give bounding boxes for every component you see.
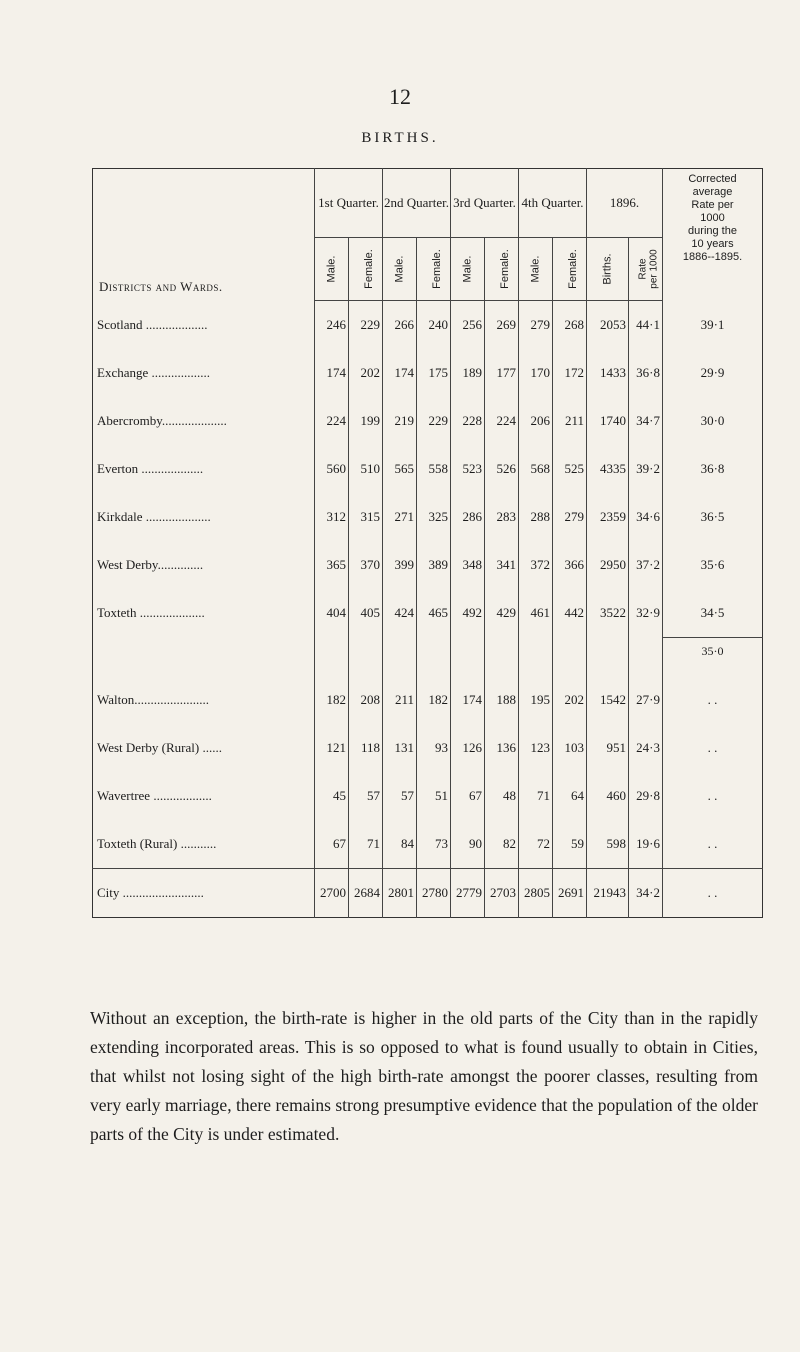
- table-row: [93, 676, 763, 724]
- blank-cell: [349, 638, 383, 677]
- table-cell: 182: [315, 676, 349, 724]
- table-cell: 370: [349, 541, 383, 589]
- table-cell: 312: [315, 493, 349, 541]
- table-cell: 103: [553, 724, 587, 772]
- table-cell: 51: [417, 772, 451, 820]
- table-cell: 565: [383, 445, 417, 493]
- table-cell: 240: [417, 301, 451, 350]
- table-cell: 429: [485, 589, 519, 638]
- table-cell: 560: [315, 445, 349, 493]
- table-row: [93, 724, 763, 772]
- table-row: [93, 445, 763, 493]
- table-cell: 2805: [519, 869, 553, 918]
- table-cell: 526: [485, 445, 519, 493]
- table-cell: 211: [383, 676, 417, 724]
- table-cell: 1433: [587, 349, 629, 397]
- blank-cell: [383, 638, 417, 677]
- district-name: City .........................: [93, 869, 315, 918]
- quarter-header-3: 3rd Quarter.: [451, 169, 519, 238]
- table-cell: 84: [383, 820, 417, 869]
- extra-corrected-value: 35·0: [663, 638, 763, 677]
- table-cell: 73: [417, 820, 451, 869]
- table-cell: 465: [417, 589, 451, 638]
- table-cell: 71: [349, 820, 383, 869]
- q4-female-header: Female.: [553, 238, 587, 301]
- blank-cell: [485, 638, 519, 677]
- table-cell: 405: [349, 589, 383, 638]
- table-cell: 442: [553, 589, 587, 638]
- blank-cell: [553, 638, 587, 677]
- table-cell: 21943: [587, 869, 629, 918]
- q1-female-header: Female.: [349, 238, 383, 301]
- table-cell: 4335: [587, 445, 629, 493]
- table-cell: 283: [485, 493, 519, 541]
- table-cell: . .: [663, 820, 763, 869]
- table-row: [93, 301, 763, 350]
- district-name: West Derby..............: [97, 557, 204, 572]
- table-cell: 510: [349, 445, 383, 493]
- births-header: Births.: [587, 238, 629, 301]
- table-cell: 525: [553, 445, 587, 493]
- table-cell: . .: [663, 772, 763, 820]
- table-cell: 460: [587, 772, 629, 820]
- page-title: BIRTHS.: [361, 130, 439, 146]
- table-row: [93, 589, 763, 638]
- table-cell: 951: [587, 724, 629, 772]
- table-cell: 208: [349, 676, 383, 724]
- table-cell: 256: [451, 301, 485, 350]
- table-cell: 598: [587, 820, 629, 869]
- q3-female-header: Female.: [485, 238, 519, 301]
- table-cell: 57: [383, 772, 417, 820]
- table-row: [93, 638, 763, 677]
- table-cell: 19·6: [629, 820, 663, 869]
- table-cell: 82: [485, 820, 519, 869]
- corrected-average-header: Corrected average Rate per 1000 during the 10 years 1886--1895.: [663, 169, 763, 301]
- table-cell: 27·9: [629, 676, 663, 724]
- table-cell: 399: [383, 541, 417, 589]
- table-cell: 72: [519, 820, 553, 869]
- table-cell: 131: [383, 724, 417, 772]
- table-row: [93, 820, 763, 869]
- table-cell: 45: [315, 772, 349, 820]
- table-cell: 271: [383, 493, 417, 541]
- table-cell: 269: [485, 301, 519, 350]
- table-cell: 224: [315, 397, 349, 445]
- q2-male-header: Male.: [383, 238, 417, 301]
- table-cell: 3522: [587, 589, 629, 638]
- table-cell: 229: [417, 397, 451, 445]
- table-cell: 39·1: [663, 301, 763, 350]
- table-cell: 174: [315, 349, 349, 397]
- table-row-city: [93, 869, 763, 918]
- table-cell: 44·1: [629, 301, 663, 350]
- table-cell: 315: [349, 493, 383, 541]
- table-cell: 59: [553, 820, 587, 869]
- table-cell: 492: [451, 589, 485, 638]
- table-cell: 57: [349, 772, 383, 820]
- district-name: Scotland ...................: [97, 316, 208, 332]
- table-cell: 1542: [587, 676, 629, 724]
- table-cell: 2359: [587, 493, 629, 541]
- table-cell: 174: [383, 349, 417, 397]
- table-cell: 2703: [485, 869, 519, 918]
- table-cell: 126: [451, 724, 485, 772]
- table-cell: 37·2: [629, 541, 663, 589]
- blank-cell: [315, 638, 349, 677]
- q2-female-header: Female.: [417, 238, 451, 301]
- table-cell: 34·5: [663, 589, 763, 638]
- table-cell: 67: [451, 772, 485, 820]
- table-cell: 568: [519, 445, 553, 493]
- year-header: 1896.: [587, 169, 663, 238]
- district-name: Toxteth (Rural) ...........: [97, 836, 217, 851]
- table-cell: 177: [485, 349, 519, 397]
- districts-header: Districts and Wards.: [99, 278, 223, 294]
- table-cell: 2779: [451, 869, 485, 918]
- district-name: Abercromby....................: [97, 413, 227, 428]
- table-cell: 404: [315, 589, 349, 638]
- table-cell: 2700: [315, 869, 349, 918]
- table-cell: 372: [519, 541, 553, 589]
- table-cell: 228: [451, 397, 485, 445]
- blank-cell: [451, 638, 485, 677]
- table-cell: 325: [417, 493, 451, 541]
- blank-cell: [93, 638, 315, 677]
- blank-cell: [417, 638, 451, 677]
- table-cell: 219: [383, 397, 417, 445]
- table-cell: 2801: [383, 869, 417, 918]
- births-table-body: [93, 301, 763, 918]
- page-number: 12: [389, 84, 411, 109]
- table-cell: 189: [451, 349, 485, 397]
- q3-male-header: Male.: [451, 238, 485, 301]
- table-cell: 389: [417, 541, 451, 589]
- table-cell: 268: [553, 301, 587, 350]
- table-cell: 172: [553, 349, 587, 397]
- table-cell: 461: [519, 589, 553, 638]
- table-cell: 266: [383, 301, 417, 350]
- table-cell: 224: [485, 397, 519, 445]
- table-cell: 35·6: [663, 541, 763, 589]
- table-row: [93, 772, 763, 820]
- table-cell: 188: [485, 676, 519, 724]
- table-cell: 39·2: [629, 445, 663, 493]
- quarter-header-4: 4th Quarter.: [519, 169, 587, 238]
- table-cell: 34·2: [629, 869, 663, 918]
- district-name: Toxteth ....................: [97, 605, 205, 621]
- table-cell: 202: [553, 676, 587, 724]
- table-cell: 29·8: [629, 772, 663, 820]
- table-cell: 1740: [587, 397, 629, 445]
- table-cell: 199: [349, 397, 383, 445]
- table-cell: 30·0: [663, 397, 763, 445]
- table-cell: 174: [451, 676, 485, 724]
- table-cell: 366: [553, 541, 587, 589]
- table-cell: 341: [485, 541, 519, 589]
- table-cell: 32·9: [629, 589, 663, 638]
- table-cell: 558: [417, 445, 451, 493]
- quarter-header-2: 2nd Quarter.: [383, 169, 451, 238]
- table-cell: 424: [383, 589, 417, 638]
- table-cell: 2684: [349, 869, 383, 918]
- district-name: Everton ...................: [97, 461, 204, 476]
- table-cell: 29·9: [663, 349, 763, 397]
- table-cell: 36·8: [629, 349, 663, 397]
- table-cell: 211: [553, 397, 587, 445]
- table-cell: 365: [315, 541, 349, 589]
- table-cell: 202: [349, 349, 383, 397]
- table-row: [93, 349, 763, 397]
- table-cell: 121: [315, 724, 349, 772]
- table-cell: 523: [451, 445, 485, 493]
- table-cell: . .: [663, 724, 763, 772]
- table-cell: 206: [519, 397, 553, 445]
- table-cell: 48: [485, 772, 519, 820]
- table-cell: 123: [519, 724, 553, 772]
- table-cell: 348: [451, 541, 485, 589]
- table-cell: 90: [451, 820, 485, 869]
- table-cell: 246: [315, 301, 349, 350]
- table-cell: . .: [663, 869, 763, 918]
- table-cell: 93: [417, 724, 451, 772]
- table-cell: 2691: [553, 869, 587, 918]
- table-cell: 195: [519, 676, 553, 724]
- district-name: Walton.......................: [97, 692, 209, 707]
- table-cell: 36·5: [663, 493, 763, 541]
- table-cell: 24·3: [629, 724, 663, 772]
- table-cell: 64: [553, 772, 587, 820]
- table-cell: 34·7: [629, 397, 663, 445]
- blank-cell: [519, 638, 553, 677]
- table-cell: 34·6: [629, 493, 663, 541]
- table-cell: 279: [553, 493, 587, 541]
- table-cell: 182: [417, 676, 451, 724]
- births-table: [92, 168, 763, 918]
- blank-cell: [629, 638, 663, 677]
- table-cell: 170: [519, 349, 553, 397]
- table-cell: 175: [417, 349, 451, 397]
- table-cell: 67: [315, 820, 349, 869]
- q4-male-header: Male.: [519, 238, 553, 301]
- district-name: Exchange ..................: [97, 365, 211, 380]
- blank-cell: [587, 638, 629, 677]
- table-cell: 2780: [417, 869, 451, 918]
- commentary-paragraph: Without an exception, the birth-rate is higher in the old parts of the City than in the rapidly extending incorporated areas. This is so opposed to what is found usually to obtain in Cities, that whilst not losing sight of the high birth-rate amongst the poorer classes, resulting from very early marriage, there remains strong presumptive evidence that the population of the older parts of the City is under estimated.: [90, 1008, 758, 1144]
- rate-header: Rate per 1000: [629, 238, 663, 301]
- quarter-header-1: 1st Quarter.: [315, 169, 383, 238]
- table-cell: 279: [519, 301, 553, 350]
- table-cell: 136: [485, 724, 519, 772]
- district-name: Kirkdale ....................: [97, 509, 211, 524]
- table-cell: 2950: [587, 541, 629, 589]
- table-cell: 2053: [587, 301, 629, 350]
- table-row: [93, 493, 763, 541]
- district-name: West Derby (Rural) ......: [97, 740, 222, 755]
- table-cell: 286: [451, 493, 485, 541]
- table-cell: . .: [663, 676, 763, 724]
- district-name: Wavertree ..................: [97, 788, 212, 803]
- table-row: [93, 541, 763, 589]
- q1-male-header: Male.: [315, 238, 349, 301]
- table-cell: 229: [349, 301, 383, 350]
- table-cell: 118: [349, 724, 383, 772]
- table-cell: 71: [519, 772, 553, 820]
- table-cell: 288: [519, 493, 553, 541]
- table-cell: 36·8: [663, 445, 763, 493]
- table-row: [93, 397, 763, 445]
